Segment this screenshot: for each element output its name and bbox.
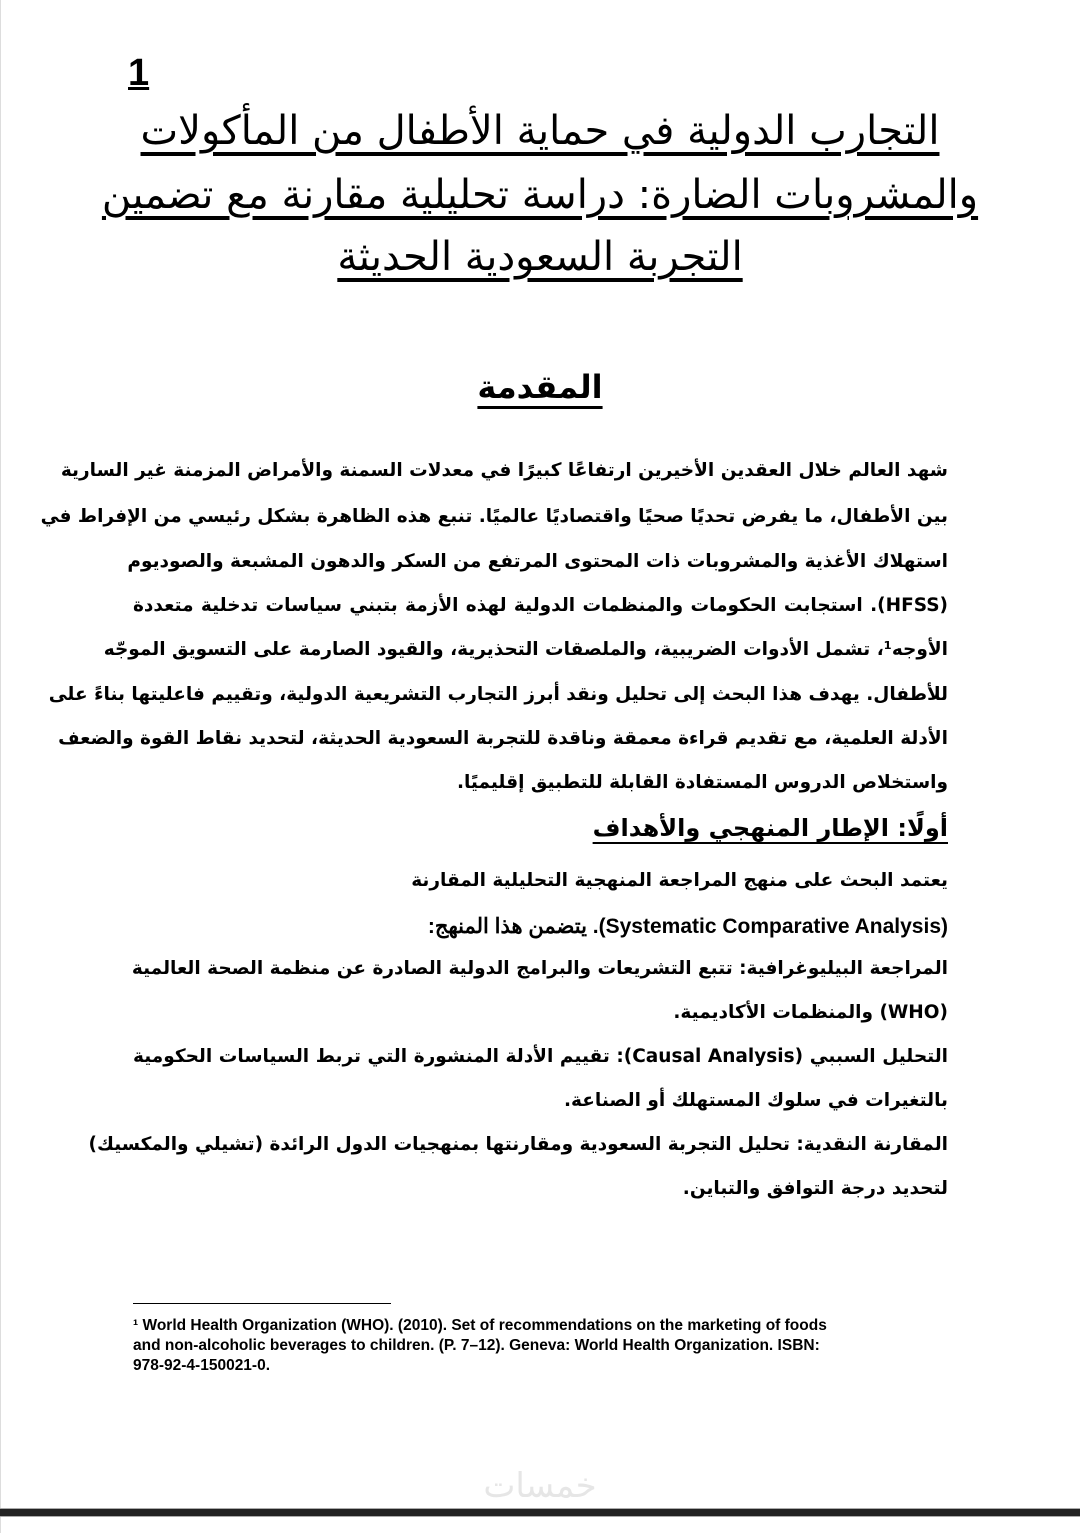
intro-line: الأدلة العلمية، مع تقديم قراءة معمقة وناقدة للتجربة السعودية الحديثة، لتحديد نقاط القوة والضعف <box>58 728 948 749</box>
section-line: بالتغيرات في سلوك المستهلك أو الصناعة. <box>564 1090 948 1111</box>
section-line: (Systematic Comparative Analysis). يتضمن هذا المنهج: <box>427 915 948 938</box>
intro-line: (HFSS). استجابت الحكومات والمنظمات الدولية لهذه الأزمة بتبني سياسات تدخلية متعددة <box>133 595 948 616</box>
title-line-3: التجربة السعودية الحديثة <box>337 234 743 280</box>
intro-line: الأوجه¹، تشمل الأدوات الضريبية، والملصقات التحذيرية، والقيود الصارمة على التسويق الموجّه <box>103 639 948 660</box>
section-line: التحليل السببي (Causal Analysis): تقييم الأدلة المنشورة التي تربط السياسات الحكومية <box>133 1046 949 1067</box>
intro-line: للأطفال. يهدف هذا البحث إلى تحليل ونقد أبرز التجارب التشريعية الدولية، وتقييم فاعليتها بناءً على <box>48 684 948 705</box>
section-heading: أولًا: الإطار المنهجي والأهداف <box>592 814 948 842</box>
intro-heading: المقدمة <box>477 368 603 406</box>
watermark-logo: خمسات <box>483 1466 597 1506</box>
title-line-2: والمشروبات الضارة: دراسة تحليلية مقارنة مع تضمين <box>101 172 979 218</box>
section-line: لتحديد درجة التوافق والتباين. <box>682 1178 948 1199</box>
footnote-separator <box>133 1303 391 1304</box>
page-divider-bar <box>0 1508 1080 1517</box>
section-line: (WHO) والمنظمات الأكاديمية. <box>673 1002 948 1023</box>
section-line: يعتمد البحث على منهج المراجعة المنهجية التحليلية المقارنة <box>411 870 948 891</box>
section-line: المقارنة النقدية: تحليل التجربة السعودية ومقارنتها بمنهجيات الدول الرائدة (تشيلي والمكسيك) <box>88 1134 948 1155</box>
footnote-line: and non-alcoholic beverages to children. (P. 7–12). Geneva: World Health Organization. ISBN: <box>133 1337 820 1354</box>
intro-line: شهد العالم خلال العقدين الأخيرين ارتفاعًا كبيرًا في معدلات السمنة والأمراض المزمنة غير السارية <box>60 460 948 481</box>
intro-line: بين الأطفال، ما يفرض تحديًا صحيًا واقتصاديًا عالميًا. تنبع هذه الظاهرة بشكل رئيسي من الإفراط في <box>40 506 948 527</box>
page-number: 1 <box>128 52 150 94</box>
page-edge <box>0 0 1 1533</box>
intro-line: استهلاك الأغذية والمشروبات ذات المحتوى المرتفع من السكر والدهون المشبعة والصوديوم <box>127 551 948 572</box>
section-line: المراجعة البيليوغرافية: تتبع التشريعات والبرامج الدولية الصادرة عن منظمة الصحة العالمية <box>131 958 948 979</box>
footnote-line: 978-92-4-150021-0. <box>133 1357 271 1374</box>
footnote-line: ¹ World Health Organization (WHO). (2010). Set of recommendations on the marketing of foods <box>133 1317 827 1334</box>
intro-line: واستخلاص الدروس المستفادة القابلة للتطبيق إقليميًا. <box>456 772 948 793</box>
title-line-1: التجارب الدولية في حماية الأطفال من المأكولات <box>140 108 940 154</box>
